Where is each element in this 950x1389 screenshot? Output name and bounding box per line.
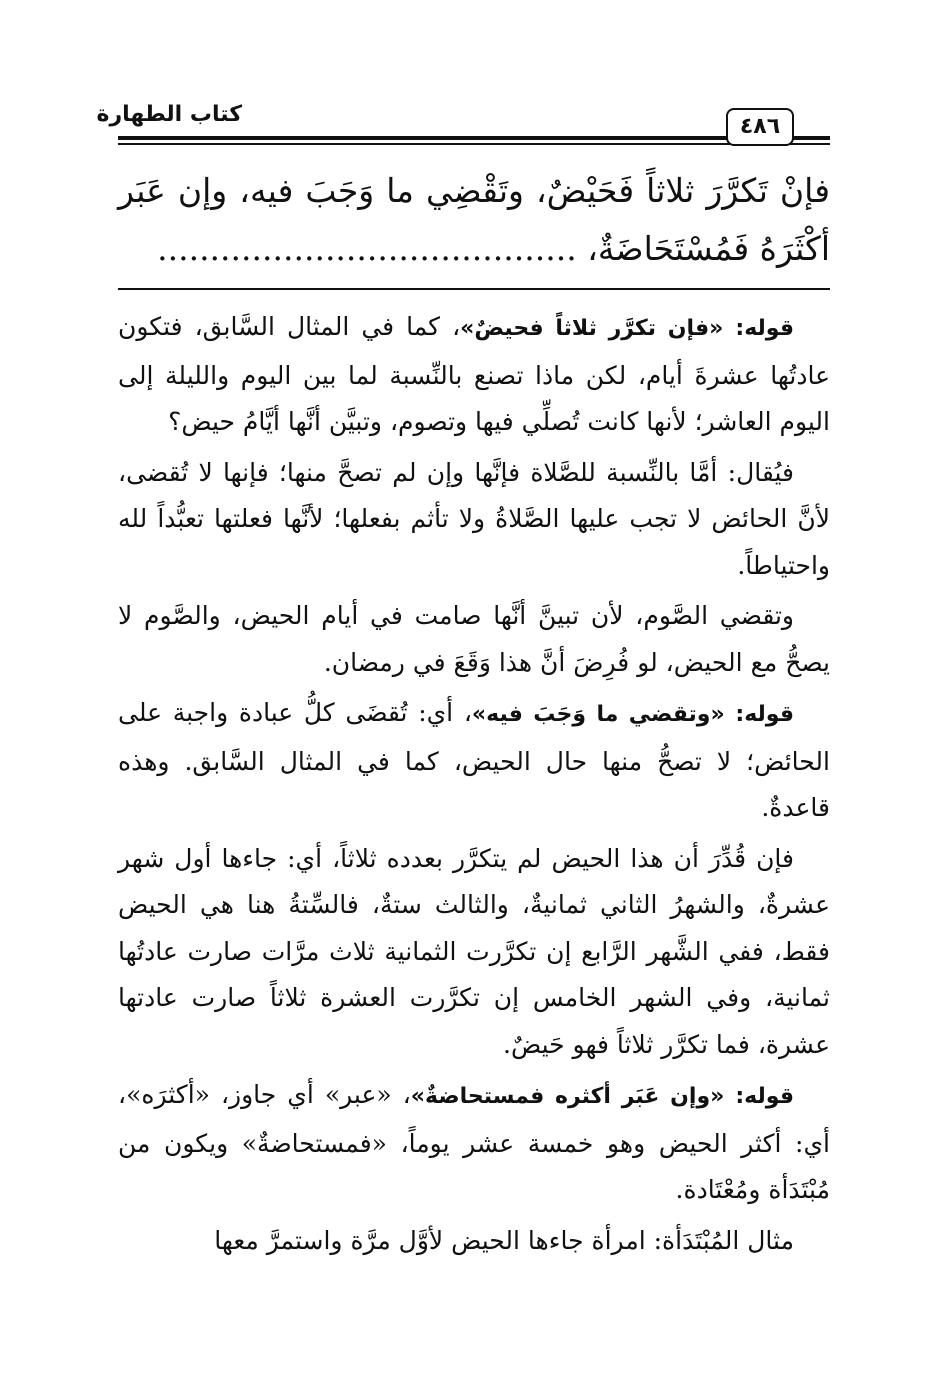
commentary-paragraph-4 bbox=[118, 690, 830, 832]
running-title: كتاب الطهارة bbox=[96, 102, 242, 127]
commentary-paragraph-1 bbox=[118, 304, 830, 446]
quoted-matn: «فإن تكرَّر ثلاثاً فحيضٌ» bbox=[460, 316, 724, 341]
matn-line-1: فإنْ تَكرَّرَ ثلاثاً فَحَيْضٌ، وتَقْضِي ما وَجَبَ فيه، وإن عَبَر bbox=[118, 171, 830, 210]
matn-line-2-text: أكْثَرَهُ فَمُسْتَحَاضَةٌ، bbox=[587, 229, 830, 268]
matn-line-2-dots: ........................................ bbox=[157, 229, 577, 268]
matn-text bbox=[118, 162, 830, 278]
commentary bbox=[118, 304, 830, 1268]
quoted-matn: «وإن عَبَر أكثره فمستحاضةٌ» bbox=[410, 1084, 725, 1109]
header-rule-thick bbox=[118, 136, 830, 140]
paragraph-lead: قوله: bbox=[735, 1084, 794, 1109]
paragraph-lead: قوله: bbox=[735, 316, 794, 341]
paragraph-text: ، كما في المثال السَّابق، فتكون عادتُها عشرةَ أيام، لكن ماذا تصنع بالنِّسبة لما بين اليوم والليلة إلى اليوم العاشر؛ لأنها كانت تُصلِّي فيها وتصوم، وتبيَّن أنَّها أيَّامُ حيض؟ bbox=[118, 312, 830, 436]
page-number: ٤٨٦ bbox=[726, 108, 794, 146]
paragraph-lead: قوله: bbox=[735, 702, 794, 727]
matn-line-2 bbox=[118, 220, 830, 278]
commentary-paragraph-5: فإن قُدِّرَ أن هذا الحيض لم يتكرَّر بعدده ثلاثاً، أي: جاءها أول شهر عشرةٌ، والشهرُ الثاني ثمانيةٌ، والثالث ستةٌ، فالسِّتةُ هنا هي الحيض فقط، ففي الشَّهر الرَّابع إن تكرَّرت الثمانية ثلاث مرَّات صارت عادتُها ثمانية، وفي الشهر الخامس إن تكرَّرت العشرة ثلاثاً صارت عادتها عشرة، فما تكرَّر ثلاثاً فهو حَيضٌ. bbox=[118, 843, 830, 1059]
quoted-matn: «وتقضي ما وَجَبَ فيه» bbox=[471, 702, 725, 727]
paragraph-text: ، «عبر» أي جاوز، «أكثرَه»، أي: أكثر الحيض وهو خمسة عشر يوماً، «فمستحاضةٌ» ويكون من مُبْتَدَأة ومُعْتَادة. bbox=[118, 1080, 830, 1204]
paragraph-text: ، أي: تُقضَى كلُّ عبادة واجبة على الحائض؛ لا تصحُّ منها حال الحيض، كما في المثال السَّابق. وهذه قاعدةٌ. bbox=[118, 698, 830, 822]
matn-sharh-divider bbox=[118, 288, 830, 290]
commentary-paragraph-2: فيُقال: أمَّا بالنِّسبة للصَّلاة فإنَّها وإن لم تصحَّ منها؛ فإنها لا تُقضى، لأنَّ الحائض لا تجب عليها الصَّلاةُ ولا تأثم بفعلها؛ لأنَّها فعلتها تعبُّداً لله واحتياطاً. bbox=[118, 457, 830, 580]
header-rule-thin bbox=[118, 143, 830, 145]
commentary-paragraph-7: مثال المُبْتَدَأة: امرأة جاءها الحيض لأوَّل مرَّة واستمرَّ معها bbox=[214, 1225, 794, 1255]
commentary-paragraph-3: وتقضي الصَّوم، لأن تبينَّ أنَّها صامت في أيام الحيض، والصَّوم لا يصحُّ مع الحيض، لو فُرِضَ أنَّ هذا وَقَعَ في رمضان. bbox=[118, 601, 830, 677]
commentary-paragraph-6 bbox=[118, 1072, 830, 1214]
